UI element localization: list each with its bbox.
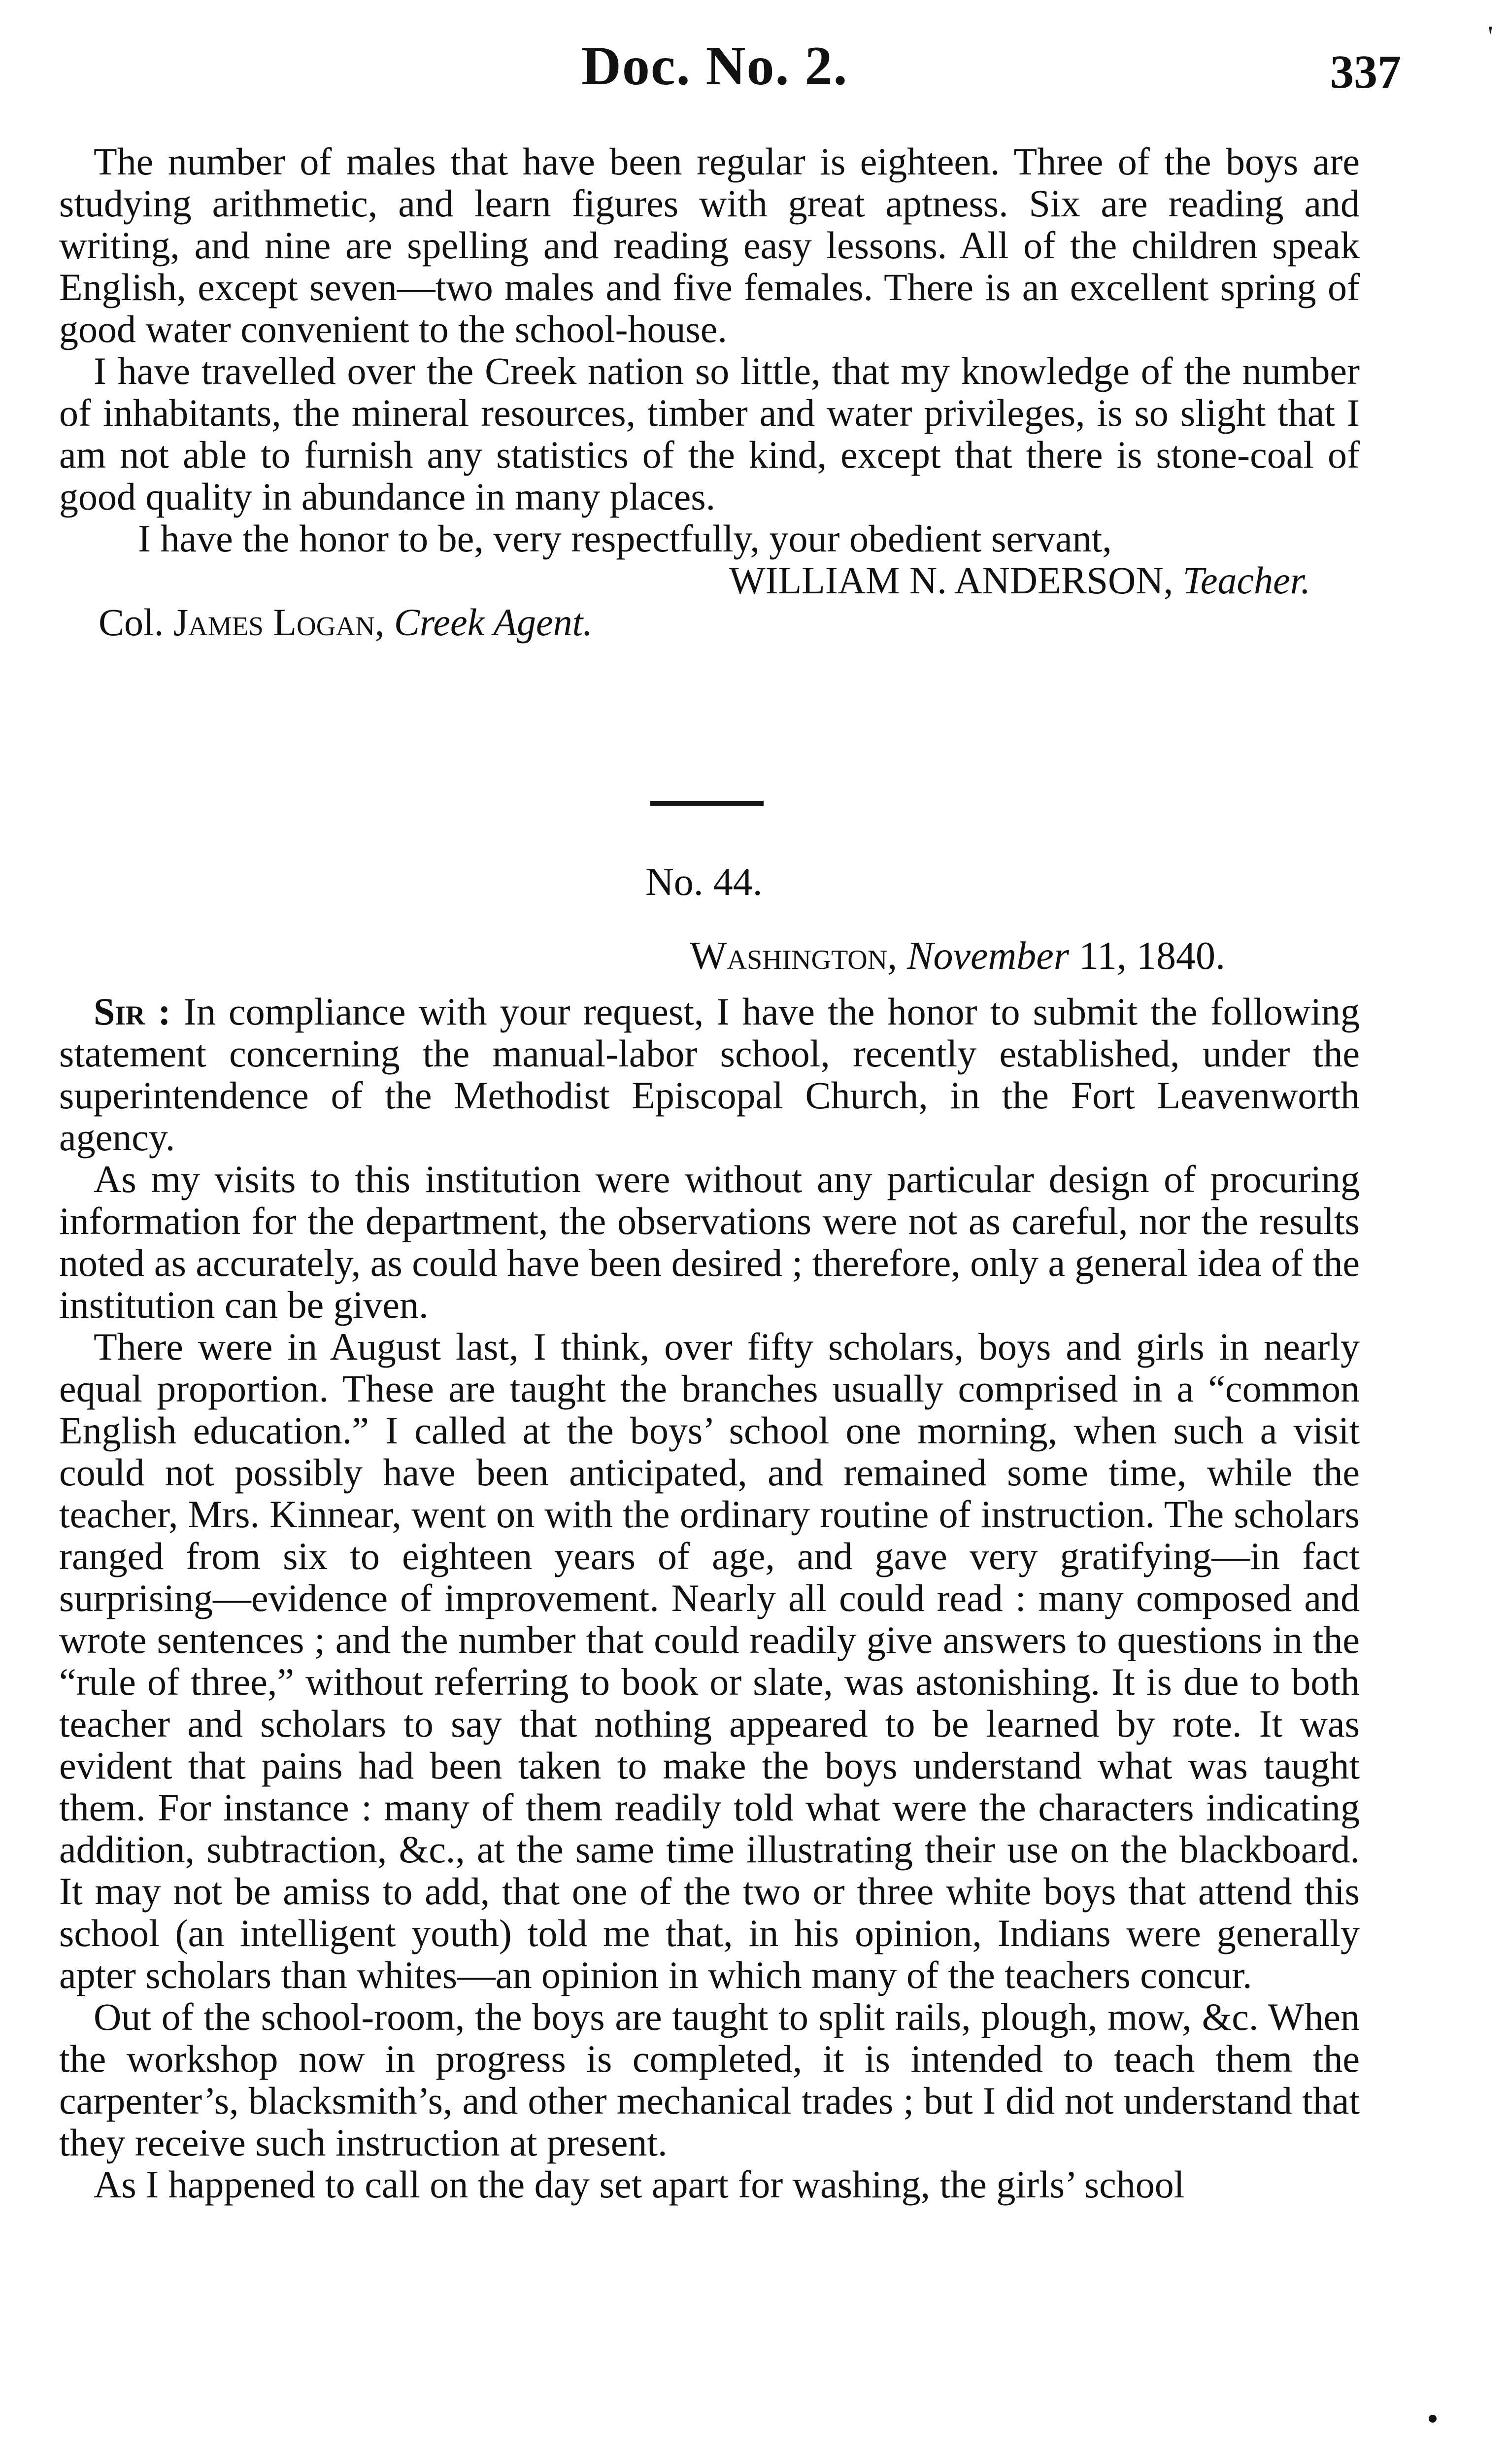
- addressee-rank: Col.: [99, 601, 164, 644]
- opening-paragraph-text: In compliance with your request, I have the honor to submit the following statement concerning the manual-labor school, recently established, under the superintendence of the Methodist Episcopal Church, in the Fort Leavenworth agency.: [59, 990, 1360, 1159]
- letter-two-paragraph-4: As I happened to call on the day set apart for washing, the girls’ school: [94, 2163, 1185, 2206]
- corner-mark: ': [1488, 20, 1493, 53]
- date-month: November: [907, 934, 1069, 978]
- page-header-title: Doc. No. 2.: [581, 35, 848, 97]
- date-rest: 11, 1840.: [1078, 934, 1225, 978]
- salutation: Sir :: [94, 990, 171, 1033]
- addressee: [59, 601, 1360, 643]
- letter-two-paragraph-2: There were in August last, I think, over fifty scholars, boys and girls in nearly equal proportion. These are taught the branches usually comprised in a “common English education.” I called at the boys’ school one morning, when such a visit could not possibly have been anticipated, and remained some time, while the teacher, Mrs. Kinnear, went on with the ordinary routine of instruction. The scholars ranged from six to eighteen years of age, and gave very gratifying—in fact surprising—evidence of improvement. Nearly all could read : many composed and wrote sentences ; and the number that could readily give answers to questions in the “rule of three,” without referring to book or slate, was astonishing. It is due to both teacher and scholars to say that nothing appeared to be learned by rote. It was evident that pains had been taken to make the boys understand what was taught them. For instance : many of them readily told what were the characters indicating addition, subtraction, &c., at the same time illustrating their use on the blackboard. It may not be amiss to add, that one of the two or three white boys that attend this school (an intelligent youth) told me that, in his opinion, Indians were generally apter scholars than whites—an opinion in which many of the teachers concur.: [59, 1325, 1360, 1996]
- signature-name: WILLIAM N. ANDERSON,: [729, 559, 1173, 602]
- page-number: 337: [1330, 45, 1401, 98]
- document-number: No. 44.: [645, 860, 763, 904]
- margin-dot: [1429, 2415, 1437, 2423]
- letter-two: [59, 991, 1360, 2205]
- signature: [59, 559, 1360, 601]
- letter-one-paragraph-1: The number of males that have been regular is eighteen. Three of the boys are studying arithmetic, and learn figures with great aptness. Six are reading and writing, and nine are spelling and reading easy lessons. All of the children speak English, except seven—two males and five females. There is an excellent spring of good water convenient to the school-house.: [59, 140, 1360, 350]
- letter-two-opening-paragraph: [59, 991, 1360, 1158]
- date-place: Washington,: [690, 934, 898, 978]
- letter-two-paragraph-1: As my visits to this institution were without any particular design of procuring information for the department, the observations were not as careful, nor the results noted as accurately, as could have been desired ; therefore, only a general idea of the institution can be given.: [59, 1158, 1360, 1326]
- addressee-name: James Logan,: [173, 601, 385, 644]
- letter-one-paragraph-2: I have travelled over the Creek nation so little, that my knowledge of the number of inhabitants, the mineral resources, timber and water privileges, is so slight that I am not able to furnish any statistics of the kind, except that there is stone-coal of good quality in abundance in many places.: [59, 349, 1360, 518]
- section-divider: [650, 801, 764, 806]
- letter-one: [59, 140, 1360, 643]
- dateline: [690, 934, 1225, 979]
- closing-line: I have the honor to be, very respectfully, your obedient servant,: [138, 517, 1112, 560]
- letter-two-paragraph-3: Out of the school-room, the boys are taught to split rails, plough, mow, &c. When the workshop now in progress is completed, it is intended to teach them the carpenter’s, blacksmith’s, and other mechanical trades ; but I did not understand that they receive such instruction at present.: [59, 1995, 1360, 2164]
- signature-title: Teacher.: [1182, 559, 1310, 602]
- addressee-role: Creek Agent.: [394, 601, 593, 644]
